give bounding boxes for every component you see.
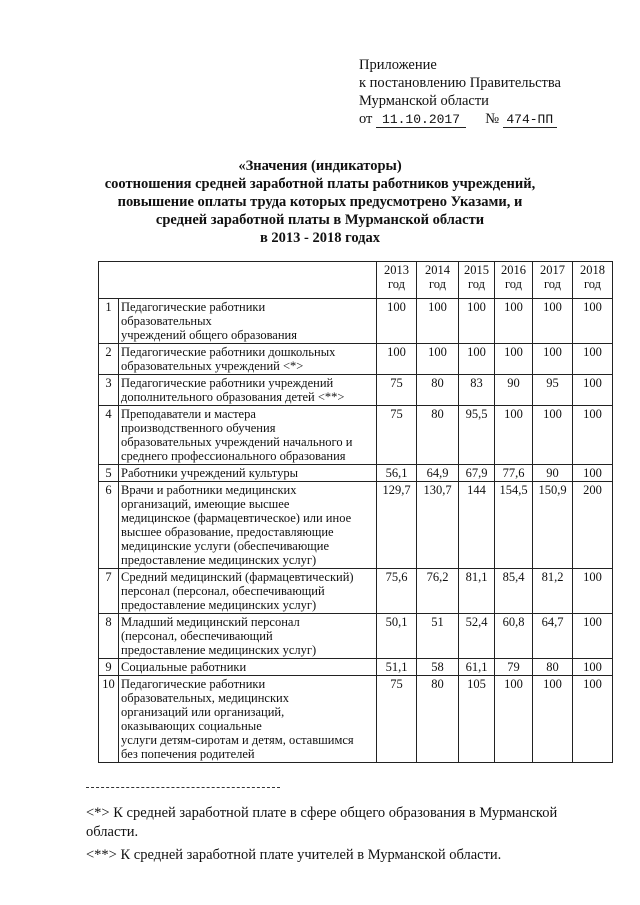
indicator-value: 100: [377, 299, 417, 344]
category-line: Педагогические работники учреждений: [121, 376, 334, 390]
indicator-value: 100: [495, 676, 533, 763]
category-line: образовательных учреждений начального и: [121, 435, 353, 449]
indicator-value: 80: [417, 676, 459, 763]
indicator-value: 67,9: [459, 465, 495, 482]
indicator-value: 100: [573, 299, 613, 344]
footnotes: [86, 804, 606, 869]
indicator-value: 100: [573, 676, 613, 763]
row-category: [119, 375, 377, 406]
year-header: [495, 262, 533, 299]
indicator-value: 83: [459, 375, 495, 406]
indicator-value: 51,1: [377, 659, 417, 676]
category-line: организаций, имеющие высшее: [121, 497, 290, 511]
table-row: [99, 569, 613, 614]
year-label: 2015: [464, 263, 489, 277]
appendix-line-2: к постановлению Правительства: [359, 75, 561, 91]
indicator-value: 100: [533, 676, 573, 763]
indicator-value: 100: [417, 344, 459, 375]
year-label: 2013: [384, 263, 409, 277]
indicator-value: 77,6: [495, 465, 533, 482]
indicator-value: 75: [377, 406, 417, 465]
indicator-value: 130,7: [417, 482, 459, 569]
row-number: 10: [99, 676, 119, 763]
category-line: организаций или организаций,: [121, 705, 285, 719]
indicator-value: 100: [533, 344, 573, 375]
indicator-value: 56,1: [377, 465, 417, 482]
indicator-value: 129,7: [377, 482, 417, 569]
category-line: образовательных, медицинских: [121, 691, 289, 705]
category-line: Работники учреждений культуры: [121, 466, 299, 480]
appendix-line-1: Приложение: [359, 57, 437, 73]
document-title: [60, 157, 580, 247]
row-category: [119, 569, 377, 614]
table-row: [99, 375, 613, 406]
indicator-value: 100: [573, 465, 613, 482]
title-line-1: «Значения (индикаторы): [238, 158, 402, 174]
category-line: Педагогические работники: [121, 677, 266, 691]
indicator-value: 75,6: [377, 569, 417, 614]
category-line: без попечения родителей: [121, 747, 255, 761]
category-line: оказывающих социальные: [121, 719, 262, 733]
indicator-value: 100: [495, 344, 533, 375]
indicator-value: 100: [573, 659, 613, 676]
resolution-date: 11.10.2017: [376, 113, 466, 128]
footnote-1: <*> К средней заработной плате в сфере общего образования в Мурманской области.: [86, 805, 558, 840]
title-line-4: средней заработной платы в Мурманской области: [155, 212, 485, 228]
category-line: предоставление медицинских услуг): [121, 553, 317, 567]
row-category: [119, 676, 377, 763]
table-row: [99, 482, 613, 569]
year-header: [533, 262, 573, 299]
indicator-value: 64,9: [417, 465, 459, 482]
table-row: [99, 614, 613, 659]
category-line: медицинские услуги (обеспечивающие: [121, 539, 330, 553]
footnote-2: <**> К средней заработной плате учителей в Мурманской области.: [86, 847, 502, 863]
title-line-3: повышение оплаты труда которых предусмотрено Указами, и: [117, 194, 523, 210]
row-number: 1: [99, 299, 119, 344]
indicator-value: 100: [495, 299, 533, 344]
row-category: [119, 659, 377, 676]
indicator-value: 100: [573, 406, 613, 465]
category-line: Средний медицинский (фармацевтический): [121, 570, 354, 584]
year-unit: год: [428, 277, 447, 291]
year-label: 2016: [501, 263, 526, 277]
category-line: среднего профессионального образования: [121, 449, 346, 463]
table-row: [99, 676, 613, 763]
indicator-value: 100: [573, 569, 613, 614]
indicator-value: 100: [573, 614, 613, 659]
category-line: образовательных: [121, 314, 212, 328]
indicator-value: 75: [377, 375, 417, 406]
indicator-value: 100: [417, 299, 459, 344]
indicator-value: 200: [573, 482, 613, 569]
row-number: 2: [99, 344, 119, 375]
indicator-value: 100: [533, 299, 573, 344]
table-row: [99, 659, 613, 676]
year-label: 2014: [425, 263, 450, 277]
indicator-value: 90: [533, 465, 573, 482]
indicator-value: 85,4: [495, 569, 533, 614]
table-row: [99, 344, 613, 375]
appendix-line-3: Мурманской области: [359, 93, 489, 109]
row-number: 3: [99, 375, 119, 406]
category-line: услуги детям-сиротам и детям, оставшимся: [121, 733, 354, 747]
category-line: предоставление медицинских услуг): [121, 598, 317, 612]
indicator-value: 64,7: [533, 614, 573, 659]
indicator-value: 100: [533, 406, 573, 465]
category-line: Педагогические работники дошкольных: [121, 345, 336, 359]
year-unit: год: [387, 277, 406, 291]
year-unit: год: [583, 277, 602, 291]
indicator-value: 100: [459, 299, 495, 344]
row-category: [119, 482, 377, 569]
year-label: 2018: [580, 263, 605, 277]
indicator-value: 81,1: [459, 569, 495, 614]
year-unit: год: [467, 277, 486, 291]
category-line: Педагогические работники: [121, 300, 266, 314]
indicator-value: 79: [495, 659, 533, 676]
indicators-table: [98, 261, 613, 763]
indicator-value: 100: [495, 406, 533, 465]
year-header: [573, 262, 613, 299]
indicator-value: 50,1: [377, 614, 417, 659]
year-header: [417, 262, 459, 299]
category-line: (персонал, обеспечивающий: [121, 629, 273, 643]
from-label: от: [359, 111, 373, 127]
indicator-value: 95,5: [459, 406, 495, 465]
row-number: 6: [99, 482, 119, 569]
indicator-value: 100: [377, 344, 417, 375]
indicator-value: 61,1: [459, 659, 495, 676]
indicator-value: 58: [417, 659, 459, 676]
category-line: учреждений общего образования: [121, 328, 297, 342]
indicator-value: 75: [377, 676, 417, 763]
indicator-value: 100: [573, 344, 613, 375]
year-label: 2017: [540, 263, 565, 277]
year-header: [459, 262, 495, 299]
category-line: образовательных учреждений <*>: [121, 359, 304, 373]
year-unit: год: [543, 277, 562, 291]
category-line: Врачи и работники медицинских: [121, 483, 297, 497]
indicator-value: 150,9: [533, 482, 573, 569]
table-row: [99, 406, 613, 465]
category-line: Младший медицинский персонал: [121, 615, 300, 629]
row-number: 9: [99, 659, 119, 676]
appendix-block: [359, 56, 561, 128]
year-unit: год: [504, 277, 523, 291]
indicator-value: 144: [459, 482, 495, 569]
category-line: Преподаватели и мастера: [121, 407, 256, 421]
row-category: [119, 299, 377, 344]
indicator-value: 80: [417, 375, 459, 406]
table-row: [99, 299, 613, 344]
indicator-value: 80: [533, 659, 573, 676]
footnote-divider: [86, 787, 280, 788]
category-line: высшее образование, предоставляющие: [121, 525, 334, 539]
row-number: 7: [99, 569, 119, 614]
table-header-row: [99, 262, 613, 299]
category-line: производственного обучения: [121, 421, 276, 435]
row-category: [119, 614, 377, 659]
row-category: [119, 406, 377, 465]
title-line-5: в 2013 - 2018 годах: [259, 230, 381, 246]
indicator-value: 52,4: [459, 614, 495, 659]
category-line: медицинское (фармацевтическое) или иное: [121, 511, 352, 525]
row-number: 5: [99, 465, 119, 482]
indicator-value: 60,8: [495, 614, 533, 659]
indicator-value: 154,5: [495, 482, 533, 569]
category-line: Социальные работники: [121, 660, 247, 674]
indicator-value: 81,2: [533, 569, 573, 614]
indicator-value: 80: [417, 406, 459, 465]
header-blank-cell: [99, 262, 377, 299]
row-number: 4: [99, 406, 119, 465]
indicator-value: 76,2: [417, 569, 459, 614]
appendix-date-line: [359, 110, 561, 128]
row-number: 8: [99, 614, 119, 659]
row-category: [119, 344, 377, 375]
indicator-value: 90: [495, 375, 533, 406]
indicator-value: 100: [573, 375, 613, 406]
row-category: [119, 465, 377, 482]
year-header: [377, 262, 417, 299]
title-line-2: соотношения средней заработной платы работников учреждений,: [104, 176, 536, 192]
indicator-value: 105: [459, 676, 495, 763]
number-label: №: [485, 111, 500, 127]
resolution-number: 474-ПП: [503, 113, 557, 128]
indicator-value: 95: [533, 375, 573, 406]
indicator-value: 51: [417, 614, 459, 659]
category-line: предоставление медицинских услуг): [121, 643, 317, 657]
table-row: [99, 465, 613, 482]
indicator-value: 100: [459, 344, 495, 375]
category-line: дополнительного образования детей <**>: [121, 390, 345, 404]
category-line: персонал (персонал, обеспечивающий: [121, 584, 325, 598]
